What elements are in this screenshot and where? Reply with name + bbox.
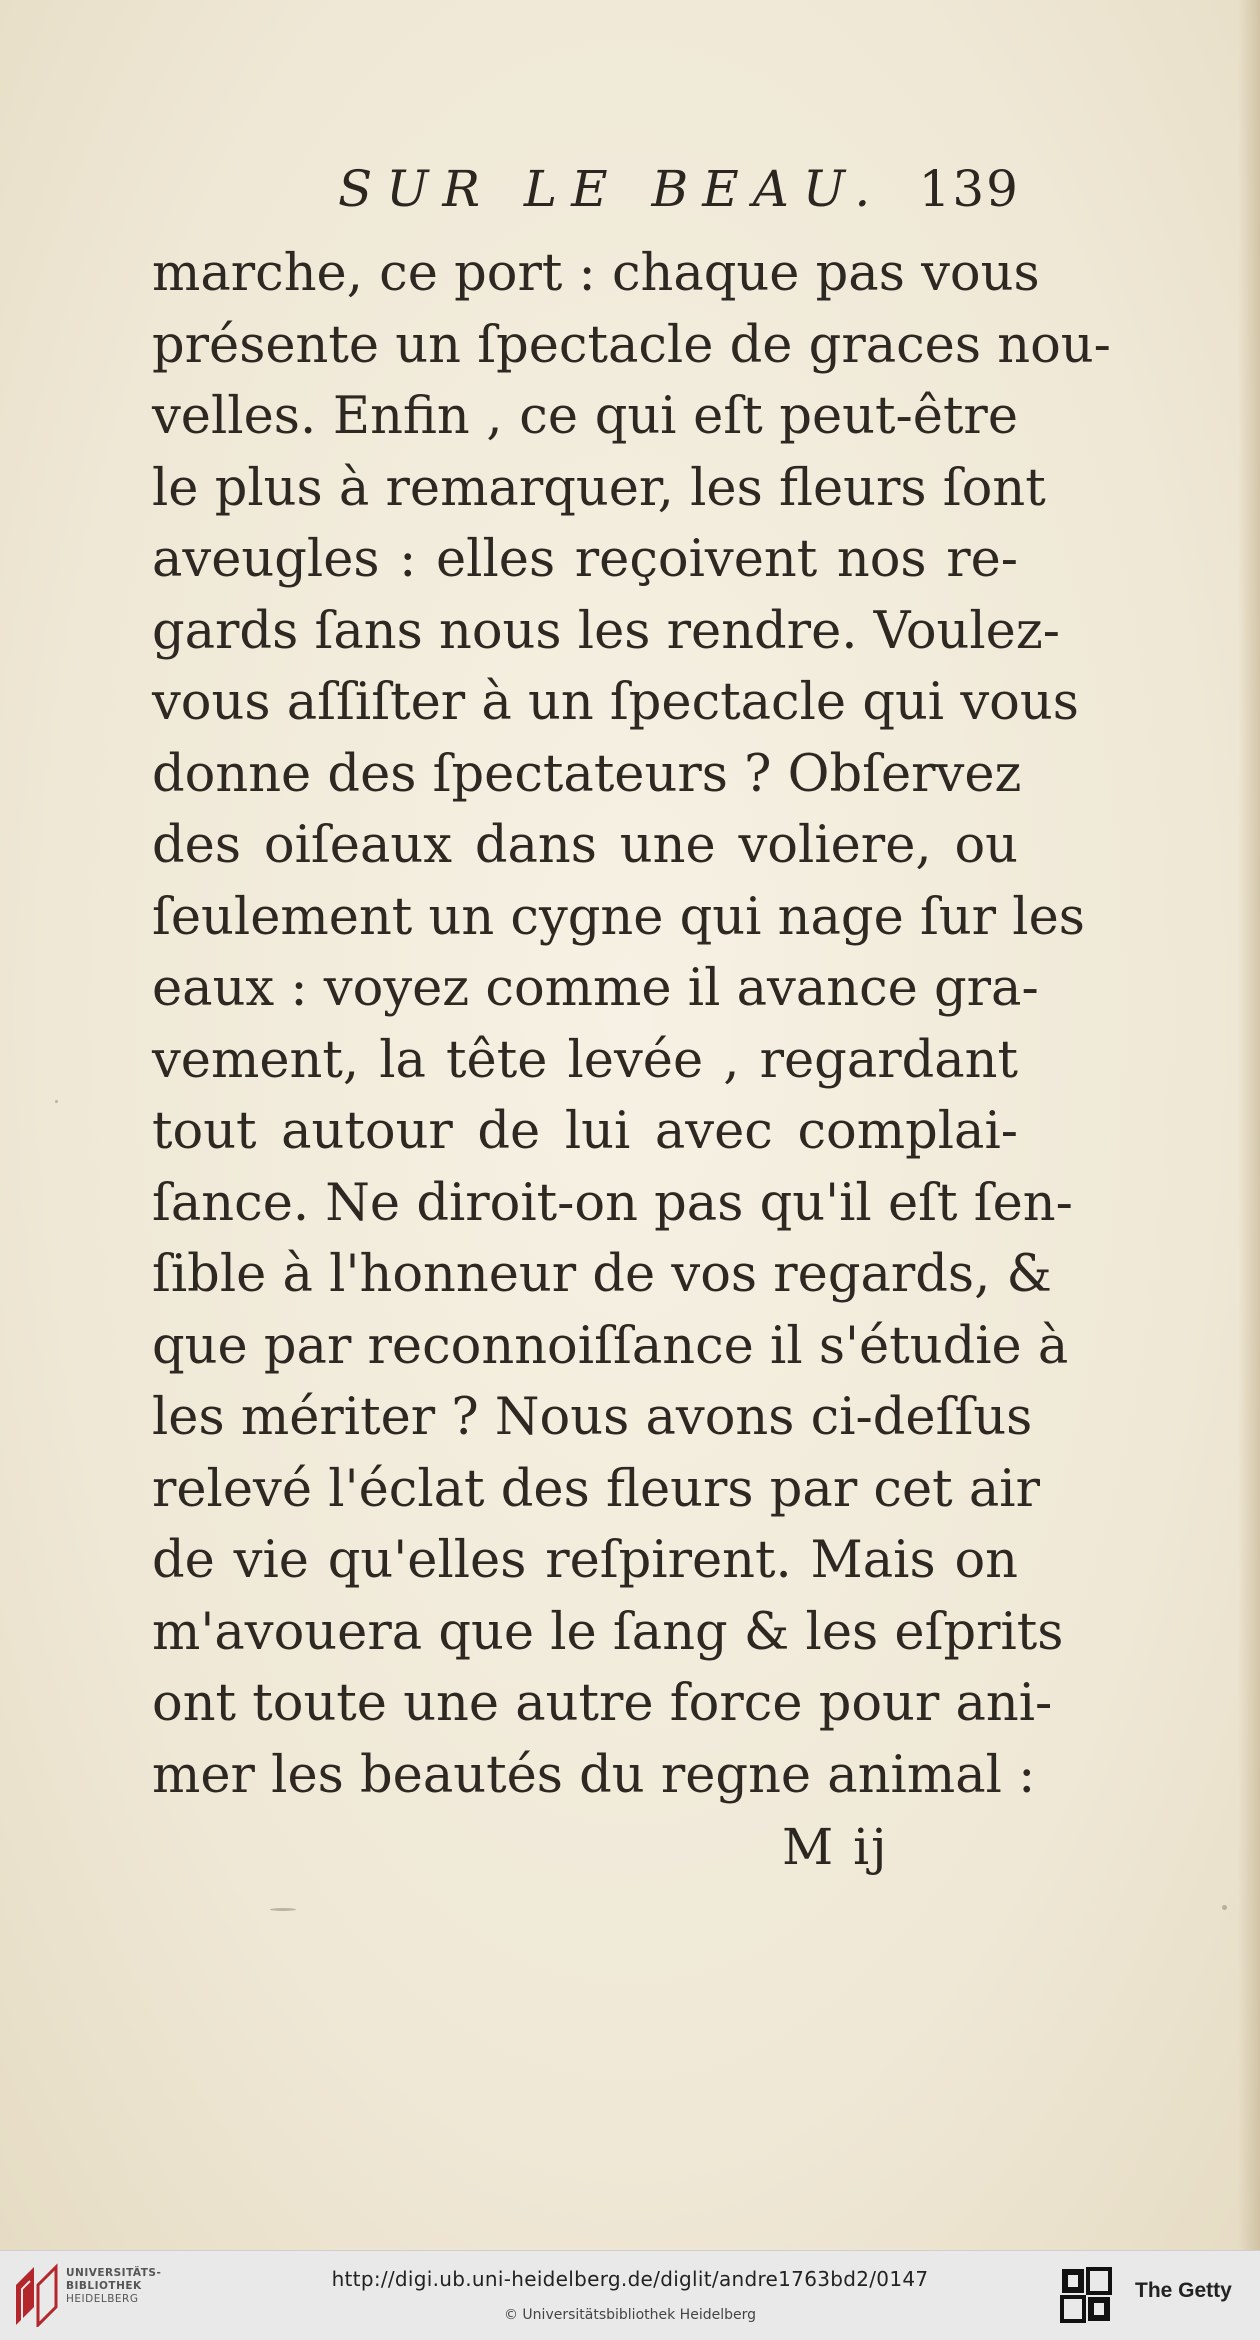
text-line: que par reconnoiſſance il s'étudie à <box>152 1316 1069 1376</box>
page-edge-shadow <box>1238 0 1260 2250</box>
text-line: aveugles : elles reçoivent nos re- <box>152 530 1018 589</box>
signature-mark: M ij <box>782 1818 889 1876</box>
text-line: ont toute une autre force pour ani- <box>152 1674 1053 1733</box>
text-line: relevé l'éclat des fleurs par cet air <box>152 1459 1040 1519</box>
permalink-url[interactable]: http://digi.ub.uni-heidelberg.de/diglit/andre1763bd2/0147 <box>331 2267 929 2291</box>
body-text <box>152 238 1111 1811</box>
text-line: mer les beautés du regne animal : <box>152 1745 1036 1805</box>
partner-name: The Getty <box>1135 2279 1232 2302</box>
library-name <box>66 2267 161 2306</box>
text-line: donne des ſpectateurs ? Obſervez <box>152 744 1022 804</box>
copyright-notice: © Universitätsbibliothek Heidelberg <box>503 2307 756 2323</box>
page-header <box>320 160 1020 230</box>
paper-speck <box>1222 1905 1227 1910</box>
viewer-footer <box>0 2250 1260 2340</box>
text-line: des oiſeaux dans une voliere, ou <box>152 816 1018 875</box>
text-line: ſible à l'honneur de vos regards, & <box>152 1245 1052 1304</box>
library-line-1: UNIVERSITÄTS- <box>66 2267 162 2279</box>
paper-speck <box>55 1100 58 1103</box>
text-line: de vie qu'elles reſpirent. Mais on <box>152 1531 1018 1590</box>
text-line: présente un ſpectacle de graces nou- <box>152 315 1111 375</box>
text-line: le plus à remarquer, les fleurs ſont <box>152 458 1046 518</box>
text-line: ſeulement un cygne qui nage ſur les <box>152 887 1085 947</box>
text-line: les mériter ? Nous avons ci-deſſus <box>152 1388 1033 1447</box>
text-line: vement, la tête levée , regardant <box>152 1030 1018 1090</box>
running-head: SUR LE BEAU. <box>338 160 885 218</box>
page-number: 139 <box>918 160 1020 218</box>
text-line: vous aſſiſter à un ſpectacle qui vous <box>152 673 1079 732</box>
text-line: gards ſans nous les rendre. Voulez- <box>152 601 1060 661</box>
library-line-3: HEIDELBERG <box>66 2293 139 2305</box>
text-line: tout autour de lui avec complai- <box>152 1102 1018 1161</box>
ub-heidelberg-logo-icon[interactable] <box>12 2263 60 2327</box>
text-line: m'avouera que le ſang & les eſprits <box>152 1602 1064 1662</box>
library-line-2: BIBLIOTHEK <box>66 2280 142 2292</box>
text-line: marche, ce port : chaque pas vous <box>152 244 1040 303</box>
text-line: eaux : voyez comme il avance gra- <box>152 959 1039 1018</box>
paper-speck <box>270 1908 296 1911</box>
text-line: velles. Enfin , ce qui eſt peut-être <box>152 387 1018 446</box>
text-line: ſance. Ne diroit-on pas qu'il eſt ſen- <box>152 1173 1073 1233</box>
getty-logo-icon[interactable] <box>1060 2267 1112 2323</box>
